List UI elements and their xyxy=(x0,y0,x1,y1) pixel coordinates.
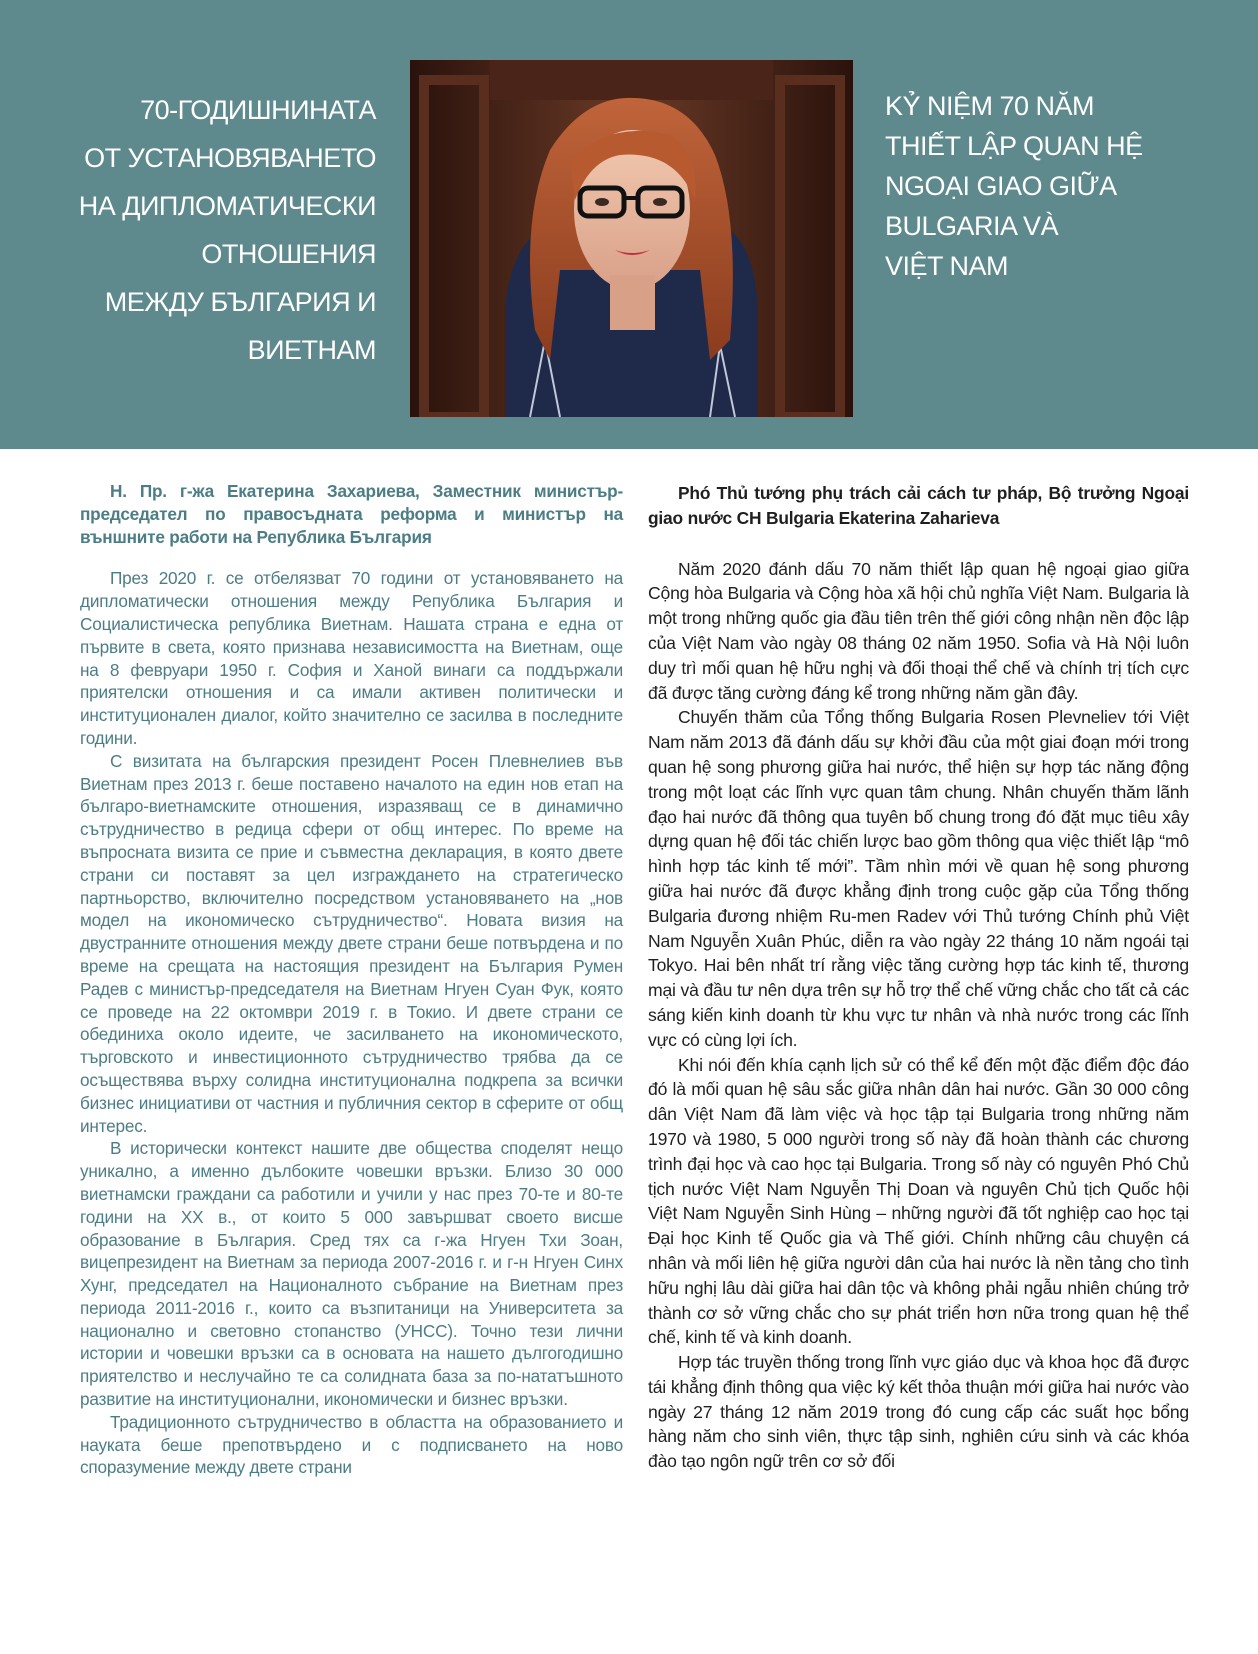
title-bg-line: ВИЕТНАМ xyxy=(247,335,376,365)
paragraph: Hợp tác truyền thống trong lĩnh vực giáo dục và khoa học đã được tái khẳng định thông qua việc ký kết thỏa thuận mới giữa hai nước vào ngày 27 tháng 12 năm 2019 trong đó cung cấp các suất học bổng hàng năm cho sinh viên, thực tập sinh, nghiên cứu sinh và các khóa đào tạo ngôn ngữ trên cơ sở đối xyxy=(648,1352,1189,1472)
article-column-vietnamese xyxy=(648,480,1189,1474)
title-vi-line: KỶ NIỆM 70 NĂM xyxy=(885,91,1095,121)
header-banner xyxy=(0,0,1258,449)
byline-bulgarian: Н. Пр. г-жа Екатерина Захариева, Заместник министър-председател по правосъдната реформа и министър на външните работи на Република България xyxy=(80,481,623,547)
title-bg-line: 70-ГОДИШНИНАТА xyxy=(140,95,376,125)
title-bulgarian xyxy=(60,86,376,374)
title-bg-line: ОТНОШЕНИЯ xyxy=(201,239,376,269)
title-vi-line: BULGARIA VÀ xyxy=(885,211,1059,241)
paragraph: Năm 2020 đánh dấu 70 năm thiết lập quan hệ ngoại giao giữa Cộng hòa Bulgaria và Cộng hòa xã hội chủ nghĩa Việt Nam. Bulgaria là một trong những quốc gia đầu tiên trên thế giới công nhận nền độc lập của Việt Nam vào ngày 08 tháng 02 năm 1950. Sofia và Hà Nội luôn duy trì mối quan hệ hữu nghị và đối thoại thể chế và chính trị tích cực đã được tăng cường đáng kể trong những năm gần đây. xyxy=(648,558,1189,703)
byline-vietnamese: Phó Thủ tướng phụ trách cải cách tư pháp, Bộ trưởng Ngoại giao nước CH Bulgaria Ekaterina Zaharieva xyxy=(648,483,1189,528)
article-column-bulgarian xyxy=(80,480,623,1479)
portrait-photo xyxy=(410,60,853,417)
title-vi-line: THIẾT LẬP QUAN HỆ xyxy=(885,131,1143,161)
paragraph: С визитата на българския президент Росен Плевнелиев във Виетнам през 2013 г. беше поставено началото на един нов етап на българо-виетнамските отношения, изразяващ се в динамично сътрудничество в редица сфери от общ интерес. По време на въпросната визита се прие и съвместна декларация, в която двете страни си поставят за цел изграждането на стратегическо партньорство, включително посредством установяването на „нов модел на икономическо сътрудничество“. Новата визия на двустранните отношения между двете страни беше потвърдена и по време на срещата на настоящия президент на България Румен Радев с министър-председателя на Виетнам Нгуен Суан Фук, която се проведе на 22 октомври 2019 г. в Токио. И двете страни се обединиха около идеите, че засилването на икономическото, търговското и инвестиционното сътрудничество трябва да се осъществява върху солидна институционална подкрепа за всички бизнес инициативи от частния и публичния сектор в сферите от общ интерес. xyxy=(80,750,623,1136)
paragraph: Традиционното сътрудничество в областта на образованието и науката беше препотвърдено и с подписването на ново споразумение между двете страни xyxy=(80,1411,623,1478)
title-vi-line: NGOẠI GIAO GIỮA xyxy=(885,171,1117,201)
paragraph: През 2020 г. се отбелязват 70 години от установяването на дипломатически отношения между Република България и Социалистическа република Виетнам. Нашата страна е една от първите в света, която признава независимостта на Виетнам, още на 8 февруари 1950 г. София и Ханой винаги са поддържали приятелски отношения и са имали активен политически и институционален диалог, който значително се засилва в последните години. xyxy=(80,568,623,748)
portrait-illustration xyxy=(410,60,853,417)
paragraph: Khi nói đến khía cạnh lịch sử có thể kể đến một đặc điểm độc đáo đó là mối quan hệ sâu sắc giữa nhân dân hai nước. Gần 30 000 công dân Việt Nam đã làm việc và học tập tại Bulgaria trong những năm 1970 và 1980, 5 000 người trong số này đã hoàn thành các chương trình đại học và cao học tại Bulgaria. Trong số này có nguyên Phó Chủ tịch nước Việt Nam Nguyễn Thị Doan và nguyên Chủ tịch Quốc hội Việt Nam Nguyễn Sinh Hùng – những người đã tốt nghiệp cao học tại Đại học Kinh tế Quốc gia và Thế giới. Chính những câu chuyện cá nhân và mối liên hệ giữa người dân của hai nước là nền tảng cho tình hữu nghị lâu dài giữa hai dân tộc và không phải ngẫu nhiên chúng trở thành cơ sở vững chắc cho sự phát triển hơn nữa trong quan hệ thể chế, kinh tế và kinh doanh. xyxy=(648,1054,1189,1348)
paragraph: Chuyến thăm của Tổng thống Bulgaria Rosen Plevneliev tới Việt Nam năm 2013 đã đánh dấu sự khởi đầu của một giai đoạn mới trong quan hệ song phương giữa hai nước, thể hiện sự hợp tác năng động trong một loạt các lĩnh vực quan tâm chung. Nhân chuyến thăm lãnh đạo hai nước đã thông qua tuyên bố chung trong đó đặt mục tiêu xây dựng quan hệ đối tác chiến lược bao gồm thông qua việc thiết lập “mô hình hợp tác kinh tế mới”. Tầm nhìn mới về quan hệ song phương giữa hai nước đã được khẳng định trong cuộc gặp của Tổng thống Bulgaria đương nhiệm Ru-men Radev với Thủ tướng Chính phủ Việt Nam Nguyễn Xuân Phúc, diễn ra vào ngày 22 tháng 10 năm ngoái tại Tokyo. Hai bên nhất trí rằng việc tăng cường hợp tác kinh tế, thương mại và đầu tư nên dựa trên sự hỗ trợ thể chế vững chắc cho tất cả các sáng kiến kinh doanh từ khu vực tư nhân và nhà nước trong các lĩnh vực có cùng lợi ích. xyxy=(648,707,1189,1050)
title-bg-line: НА ДИПЛОМАТИЧЕСКИ xyxy=(78,191,376,221)
title-bg-line: ОТ УСТАНОВЯВАНЕТО xyxy=(84,143,376,173)
title-vi-line: VIỆT NAM xyxy=(885,251,1009,281)
title-bg-line: МЕЖДУ БЪЛГАРИЯ И xyxy=(104,287,376,317)
paragraph: В исторически контекст нашите две общества споделят нещо уникално, а именно дълбоките човешки връзки. Близо 30 000 виетнамски граждани са работили и учили у нас през 70-те и 80-те години на XX в., от които 5 000 завършват своето висше образование в България. Сред тях са г-жа Нгуен Тхи Зоан, вицепрезидент на Виетнам за периода 2007-2016 г. и г-н Нгуен Синх Хунг, председател на Националното събрание на Виетнам през периода 2011-2016 г., които са възпитаници на Университета за национално и световно стопанство (УНСС). Точно тези лични истории и човешки връзки са в основата на нашето дългогодишно приятелство и неслучайно те са солидната база за по-нататъшното развитие на институционални, икономически и бизнес връзки. xyxy=(80,1138,623,1410)
title-vietnamese xyxy=(885,86,1225,286)
